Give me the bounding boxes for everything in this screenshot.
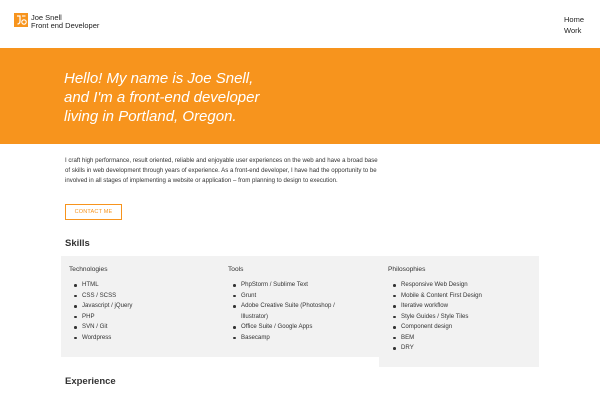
hero-line: Hello! My name is Joe Snell, [64,70,254,87]
skill-item: PHP [69,312,219,323]
skill-item: Iterative workflow [388,301,528,312]
skill-item: Component design [388,322,528,333]
skills-column-heading: Tools [228,266,244,273]
skills-column-philosophies [388,265,528,354]
skill-item: Javascript / jQuery [69,301,219,312]
skill-item: Mobile & Content First Design [388,291,528,302]
skills-column-heading: Philosophies [388,266,426,273]
skill-item: DRY [388,343,528,354]
site-header [0,0,600,48]
skills-list [228,280,358,343]
skills-list [388,280,528,354]
joe-snell-logo-icon[interactable] [14,13,28,27]
skill-item: PhpStorm / Sublime Text [228,280,358,291]
skill-item: SVN / Git [69,322,219,333]
skills-panel [61,256,539,367]
contact-me-button[interactable]: CONTACT ME [65,204,122,220]
intro-paragraph: I craft high performance, result oriented, reliable and enjoyable user experiences on the web and have a broad base of skills in web development through years of experience. As a front-end developer, I have had the opportunity to be involved in all stages of implementing a website or application – from planning to design to execution. [65,157,378,184]
skills-column-technologies [69,265,219,343]
skill-item: Grunt [228,291,358,302]
skill-item: HTML [69,280,219,291]
skills-column-heading: Technologies [69,266,108,273]
brand-name[interactable]: Joe Snell [31,13,62,22]
nav-home-link[interactable]: Home [564,15,585,24]
skill-item: Adobe Creative Suite (Photoshop / Illustrator) [228,301,358,322]
main-nav [564,14,584,36]
hero-line: and I'm a front-end developer [64,89,260,106]
skill-item: Office Suite / Google Apps [228,322,358,333]
skill-item: Wordpress [69,333,219,344]
skill-item: CSS / SCSS [69,291,219,302]
skills-column-tools [228,265,358,343]
hero-line: living in Portland, Oregon. [64,108,237,125]
nav-work-link[interactable]: Work [564,26,582,35]
hero-banner [0,48,600,144]
skill-item: Style Guides / Style Tiles [388,312,528,323]
skill-item: Basecamp [228,333,358,344]
brand-role: Front end Developer [31,21,100,30]
skill-item: BEM [388,333,528,344]
skills-list [69,280,219,343]
experience-heading: Experience [65,376,116,387]
skills-heading: Skills [65,238,90,249]
skill-item: Responsive Web Design [388,280,528,291]
